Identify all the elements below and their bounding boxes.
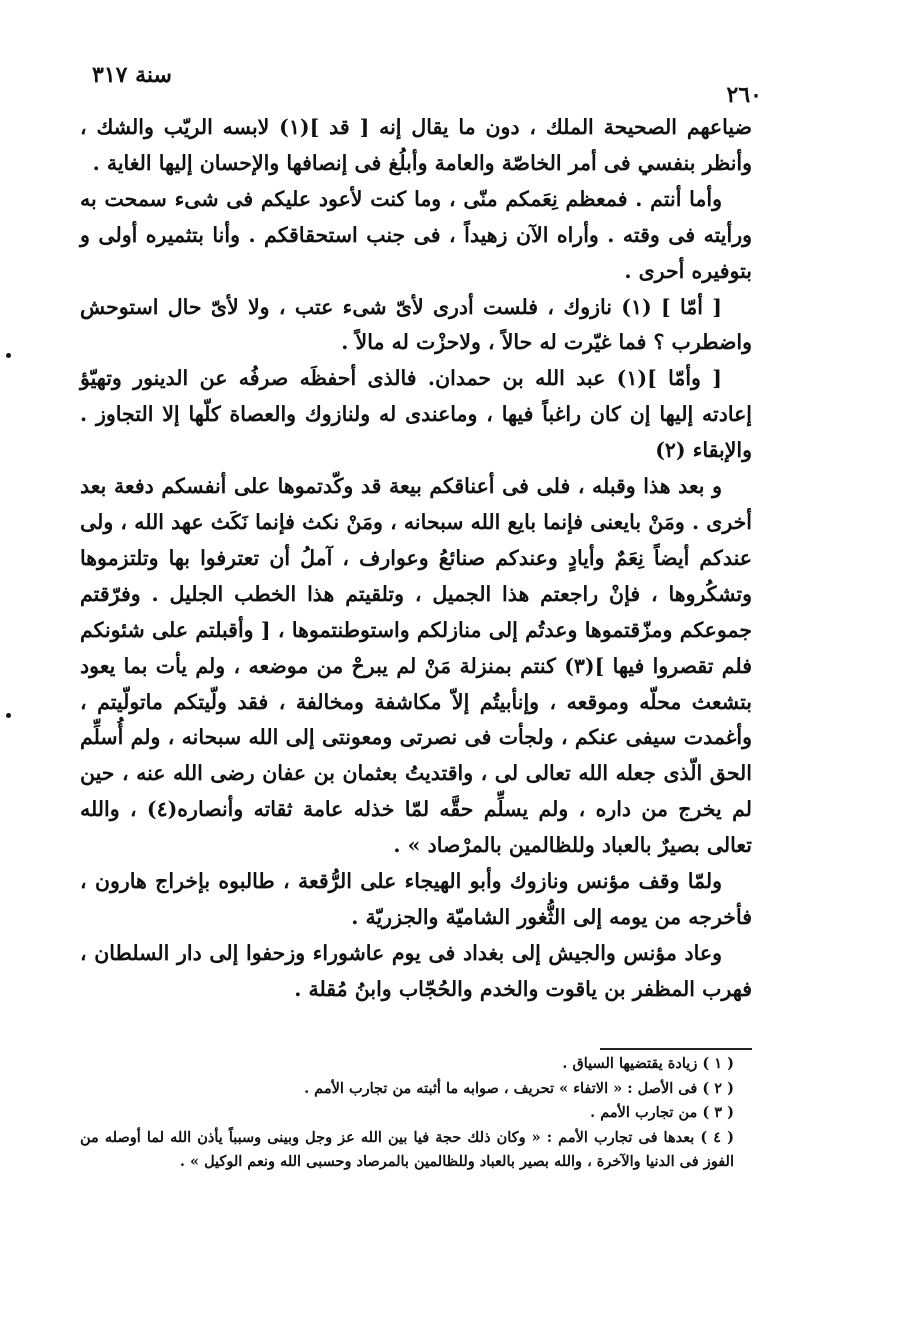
- footnote-divider: [600, 1048, 752, 1050]
- paragraph: وأما أنتم . فمعظم نِعَمكم منّى ، وما كنت لأعود عليكم فى شىء سمحت به ورأيته فى وقته . وأراه الآن زهيداً ، فى جنب استحقاقكم . وأنا بتثميره أولى و بتوفيره أحرى .: [80, 186, 752, 283]
- paragraph: ضياعهم الصحيحة الملك ، دون ما يقال إنه [ قد ](١) لابسه الريّب والشك ، وأنظر بنفسي فى أمر الخاصّة والعامة وأبلُغ فى إنصافها والإحسان إليها الغاية .: [80, 115, 752, 175]
- paragraph: وعاد مؤنس والجيش إلى بغداد فى يوم عاشوراء وزحفوا إلى دار السلطان ، فهرب المظفر بن ياقوت والخدم والحُجّاب وابنُ مُقلة .: [80, 940, 752, 1001]
- paragraph: [ أمّا ] (١) نازوك ، فلست أدرى لأىّ شىء عتب ، ولا لأىّ حال استوحش واضطرب ؟ فما غيّرت له حالاً ، ولاحزْت له مالاً .: [80, 294, 752, 355]
- paragraph: ولمّا وقف مؤنس ونازوك وأبو الهيجاء على الرُّقعة ، طالبوه بإخراج هارون ، فأخرجه من يومه إلى الثُّغور الشاميّة والجزريّة .: [80, 869, 752, 929]
- footnote-2: ( ٢ ) فى الأصل : « الاتفاء » تحريف ، صوابه ما أثبته من تجارب الأمم .: [304, 1079, 734, 1097]
- margin-mark: [6, 353, 11, 358]
- footnotes: [80, 1052, 752, 1175]
- margin-mark: [6, 713, 11, 718]
- footnote-1: ( ١ ) زيادة يقتضيها السياق .: [562, 1055, 734, 1072]
- main-text: [80, 110, 752, 1008]
- page-number: ٢٦٠: [726, 82, 762, 108]
- paragraph: [ وأمّا ](١) عبد الله بن حمدان. فالذى أحفظَه صرفُه عن الدينور وتهيّؤ إعادته إليها إن كان راغباً فيها ، وماعندى له ولنازوك والعصاة كلّها إلا التجاوز . والإبقاء (٢): [80, 366, 752, 463]
- paragraph: و بعد هذا وقبله ، فلى فى أعناقكم بيعة قد وكّدتموها على أنفسكم دفعة بعد أخرى . ومَنْ بايعنى فإنما بايع الله سبحانه ، ومَنْ نكث فإنما نَكَث عهد الله ، ولى عندكم أيضاً نِعَمٌ وأيادٍ وعندكم صنائعُ وعوارف ، آملُ أن تعترفوا بها وتلتزموها وتشكُروها ، فإنْ راجعتم هذا الجميل ، وتلقيتم هذا الخطب الجليل . وفرّقتم جموعكم ومزّقتموها وعدتُم إلى منازلكم واستوطنتموها ، [ وأقبلتم على شئونكم فلم تقصروا فيها ](٣) كنتم بمنزلة مَنْ لم يبرحْ من موضعه ، ولم يأت بما يعود بتشعث محلّه وموقعه ، وإنأبيتُم إلاّ مكاشفة ومخالفة ، فقد ولّيتكم ماتولّيتم ، وأغمدت سيفى عنكم ، ولجأت فى نصرتى ومعونتى إلى الله سبحانه ، ولم أُسلِّم الحق الّذى جعله الله تعالى لى ، واقتديتُ بعثمان بن عفان رضى الله عنه ، حين لم يخرج من داره ، ولم يسلِّم حقَّه لمّا خذله عامة ثقاته وأنصاره(٤) ، والله تعالى بصيرٌ بالعباد وللظالمين بالمرْصاد » .: [80, 474, 752, 858]
- footnote-3: ( ٣ ) من تجارب الأمم .: [590, 1104, 734, 1121]
- running-header-year: سنة ٣١٧: [92, 62, 172, 88]
- footnote-4: ( ٤ ) بعدها فى تجارب الأمم : « وكان ذلك حجة فيا بين الله عز وجل وبينى وسبباً يأذن الله لما أوصله من الفوز فى الدنيا والآخرة ، والله بصير بالعباد وللظالمين بالمرصاد وحسبى الله ونعم الوكيل » .: [80, 1128, 734, 1170]
